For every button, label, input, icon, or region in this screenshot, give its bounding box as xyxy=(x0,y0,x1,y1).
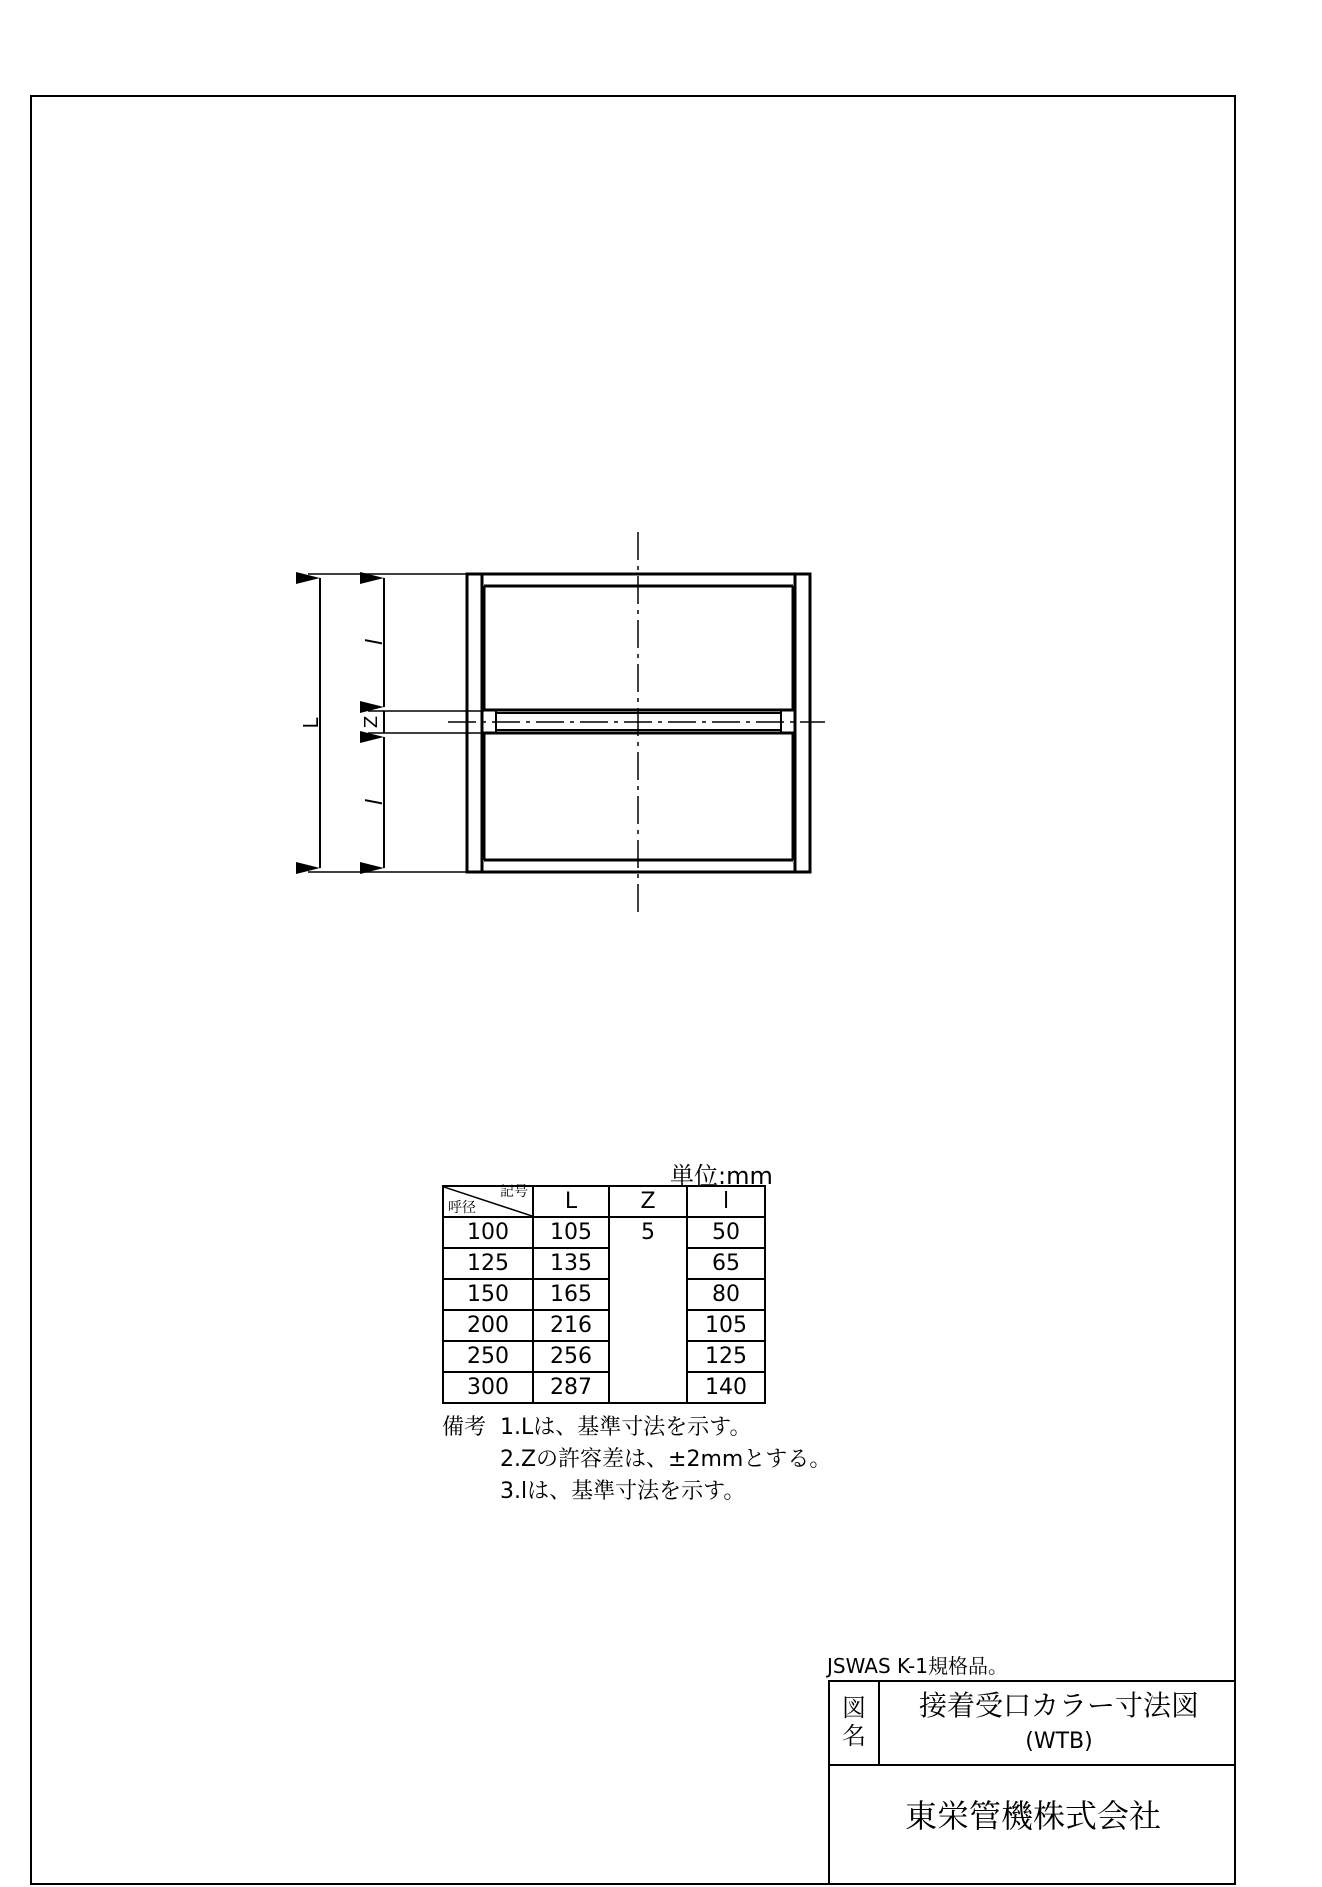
cell-L: 216 xyxy=(533,1310,609,1341)
standard-note: JSWAS K-1規格品。 xyxy=(827,1654,1008,1678)
header-kigo: 記号 xyxy=(500,1184,528,1200)
cell-Z xyxy=(609,1279,687,1310)
cell-l: 105 xyxy=(687,1310,765,1341)
cell-Z xyxy=(609,1310,687,1341)
table-row xyxy=(443,1217,765,1248)
table-row xyxy=(443,1341,765,1372)
title-label xyxy=(830,1682,880,1764)
cell-l: 125 xyxy=(687,1341,765,1372)
title-block xyxy=(828,1680,1236,1885)
label-L: L xyxy=(299,717,323,729)
cell-size: 125 xyxy=(443,1248,533,1279)
cell-L: 105 xyxy=(533,1217,609,1248)
label-l-bottom: l xyxy=(363,798,388,806)
note-item: 2.Zの許容差は、±2mmとする。 xyxy=(500,1447,832,1472)
center-lines xyxy=(448,532,825,912)
note-item: 3.lは、基準寸法を示す。 xyxy=(500,1479,746,1504)
title-label-line1: 図 xyxy=(842,1694,866,1722)
table-row xyxy=(443,1372,765,1403)
drawing-title: 接着受口カラー寸法図 xyxy=(918,1689,1199,1722)
company-name: 東栄管機株式会社 xyxy=(904,1797,1161,1835)
table-row xyxy=(443,1310,765,1341)
cell-size: 150 xyxy=(443,1279,533,1310)
cell-Z xyxy=(609,1248,687,1279)
dimension-table xyxy=(442,1185,766,1404)
drawing-subtitle: (WTB) xyxy=(1025,1729,1093,1754)
table-row xyxy=(443,1279,765,1310)
cell-l: 50 xyxy=(687,1217,765,1248)
cell-Z xyxy=(609,1372,687,1403)
cell-size: 250 xyxy=(443,1341,533,1372)
cell-Z xyxy=(609,1341,687,1372)
title-block-top xyxy=(830,1682,1236,1766)
cell-size: 100 xyxy=(443,1217,533,1248)
notes-block xyxy=(442,1412,831,1508)
label-l-top: l xyxy=(363,638,388,646)
label-Z: Z xyxy=(361,715,382,729)
cell-Z: 5 xyxy=(609,1217,687,1248)
notes-label: 備考 xyxy=(442,1415,487,1440)
title-label-line2: 名 xyxy=(842,1722,866,1750)
cell-L: 256 xyxy=(533,1341,609,1372)
cell-l: 80 xyxy=(687,1279,765,1310)
note-item: 1.Lは、基準寸法を示す。 xyxy=(500,1415,752,1440)
cell-l: 140 xyxy=(687,1372,765,1403)
cell-l: 65 xyxy=(687,1248,765,1279)
cell-L: 287 xyxy=(533,1372,609,1403)
unit-label: 単位:mm xyxy=(670,1162,773,1190)
extension-lines xyxy=(308,574,484,872)
table-header-row xyxy=(443,1186,765,1217)
header-Z: Z xyxy=(609,1186,687,1217)
cell-size: 300 xyxy=(443,1372,533,1403)
header-corner-cell xyxy=(443,1186,533,1217)
header-yobi: 呼径 xyxy=(448,1200,476,1216)
table-row xyxy=(443,1248,765,1279)
header-l: l xyxy=(687,1186,765,1217)
cell-size: 200 xyxy=(443,1310,533,1341)
cell-L: 165 xyxy=(533,1279,609,1310)
header-L: L xyxy=(533,1186,609,1217)
cell-L: 135 xyxy=(533,1248,609,1279)
